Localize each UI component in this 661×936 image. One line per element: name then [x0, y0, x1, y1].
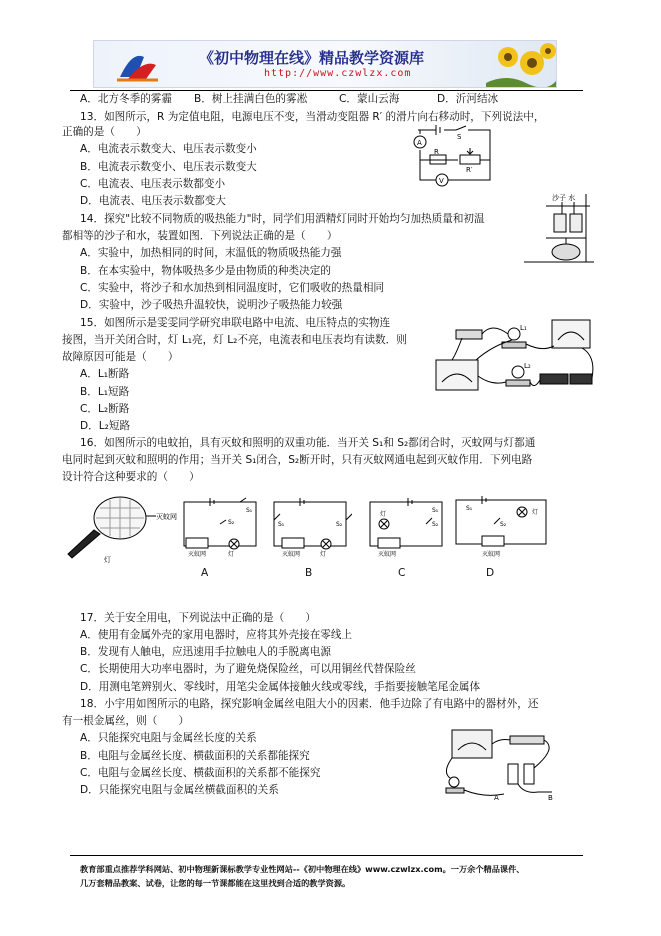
sunflower-icon: [486, 43, 556, 87]
q13-option-d: D．电流表、电压表示数都变大: [80, 195, 226, 207]
q13-ammeter-label: A: [417, 139, 422, 147]
header-rule: [70, 90, 583, 91]
q15-stem-cont2: 故障原因可能是（ ）: [62, 351, 179, 363]
footer-line-1: 教育部重点推荐学科网站、初中物理新课标教学专业性网站--《初中物理在线》www.czwlzx.com。一万余个精品课件、: [80, 864, 525, 874]
q16c-s2-label: S₂: [432, 521, 439, 528]
q13-switch-label: S: [457, 133, 462, 141]
footer-line-2: 几万套精品教案、试卷，让您的每一节课都能在这里找到合适的教学资源。: [80, 878, 351, 888]
q15-l2-label: L₂: [524, 362, 531, 370]
q13-option-a: A．电流表示数变大、电压表示数变小: [80, 143, 257, 155]
q16c-net-label: 灭蚊网: [378, 551, 397, 558]
q16a-s1-label: S₁: [246, 507, 253, 514]
q17-option-c: C．长期使用大功率电器时，为了避免烧保险丝，可以用铜丝代替保险丝: [80, 663, 416, 675]
q16b-net-label: 灭蚊网: [282, 551, 301, 558]
q17-option-d: D．用测电笔辨别火、零线时，用笔尖金属体接触火线或零线，手指要接触笔尾金属体: [80, 681, 481, 693]
q16a-net-label: 灭蚊网: [188, 551, 207, 558]
q12-option-b: B．树上挂满白色的雾凇: [194, 93, 308, 105]
q17-option-a: A．使用有金属外壳的家用电器时，应将其外壳接在零线上: [80, 629, 353, 641]
q17-option-b: B．发现有人触电，应迅速用手拉触电人的手脱离电源: [80, 646, 331, 658]
q16-circuit-a-letter: A: [201, 567, 209, 579]
q13-voltmeter-label: V: [439, 177, 444, 185]
q16-stem-cont2: 设计符合这种要求的（ ）: [62, 471, 200, 483]
q16-circuit-c: [366, 496, 448, 558]
q15-option-b: B．L₁短路: [80, 386, 130, 398]
q18-option-c: C．电阻与金属丝长度、横截面积的关系都不能探究: [80, 767, 321, 779]
q16-stem-cont: 电同时起到灭蚊和照明的作用；当开关 S₁闭合，S₂断开时，只有灭蚊网通电起到灭蚊作用．下列电路: [62, 454, 533, 466]
q14-fig-label: 沙子 水: [552, 194, 576, 202]
q16d-net-label: 灭蚊网: [482, 551, 501, 558]
q12-option-d: D．沂河结冰: [437, 93, 499, 105]
q14-option-b: B．在本实验中，物体吸热多少是由物质的种类决定的: [80, 265, 331, 277]
q16d-s1-label: S₁: [466, 505, 473, 512]
footer-rule: [70, 855, 583, 856]
q14-option-d: D．实验中，沙子吸热升温较快，说明沙子吸热能力较强: [80, 299, 343, 311]
q18-b-label: B: [548, 794, 553, 802]
q14-stem: 14．探究"比较不同物质的吸热能力"时，同学们用酒精灯同时开始均匀加热质量和初温: [80, 213, 485, 225]
banner-title: 《初中物理在线》精品教学资源库: [199, 49, 425, 67]
q16-circuit-a: [180, 496, 262, 558]
q16-circuit-b-letter: B: [305, 567, 313, 579]
header-banner: [93, 40, 557, 88]
q16d-lamp-label: 灯: [532, 509, 539, 516]
q12-option-c: C．蒙山云海: [339, 93, 400, 105]
q18-option-a: A．只能探究电阻与金属丝长度的关系: [80, 732, 257, 744]
banner-url[interactable]: http://www.czwlzx.com: [264, 68, 412, 79]
q13-stem: 13．如图所示，R 为定值电阻，电源电压不变，当滑动变阻器 R′ 的滑片向右移动时，下列说法中，: [80, 111, 545, 123]
q15-option-a: A．L₁断路: [80, 368, 130, 380]
q16-circuit-d-letter: D: [486, 567, 495, 579]
q13-r-label: R: [434, 148, 439, 156]
q13-option-c: C．电流表、电压表示数都变小: [80, 178, 226, 190]
q13-option-b: B．电流表示数变小、电压表示数变大: [80, 161, 257, 173]
q15-stem-cont: 接图，当开关闭合时，灯 L₁亮，灯 L₂不亮，电流表和电压表均有读数．则: [62, 334, 407, 346]
q15-circuit-photo: [432, 316, 598, 400]
q16a-lamp-label: 灯: [228, 551, 235, 558]
q12-option-a: A．北方冬季的雾霾: [80, 93, 172, 105]
q18-stem-cont: 有一根金属丝，则（ ）: [62, 715, 190, 727]
q13-rp-label: R′: [466, 166, 473, 174]
q14-option-a: A．实验中，加热相同的时间，末温低的物质吸热能力强: [80, 247, 342, 259]
q18-a-label: A: [494, 794, 499, 802]
q13-circuit-diagram: [400, 124, 502, 188]
q16c-lamp-label: 灯: [380, 511, 387, 518]
q16-circuit-c-letter: C: [398, 567, 406, 579]
q15-option-c: C．L₂断路: [80, 403, 130, 415]
logo-icon: [114, 47, 160, 83]
q18-option-d: D．只能探究电阻与金属丝横截面积的关系: [80, 784, 279, 796]
q13-stem-cont: 正确的是（ ）: [62, 126, 147, 138]
q16b-s1-label: S₁: [278, 521, 285, 528]
q14-option-c: C．实验中，将沙子和水加热到相同温度时，它们吸收的热量相同: [80, 282, 385, 294]
q16b-lamp-label: 灯: [320, 551, 327, 558]
q15-option-d: D．L₂短路: [80, 420, 131, 432]
q15-l1-label: L₁: [520, 324, 527, 332]
q16-lamp-pointer-label: 灯: [104, 556, 111, 564]
q17-stem: 17．关于安全用电，下列说法中正确的是（ ）: [80, 612, 316, 624]
q16b-s2-label: S₂: [336, 521, 343, 528]
q16-circuit-d: [452, 494, 552, 558]
q14-heating-apparatus: [516, 190, 600, 268]
q16-circuit-b: [270, 496, 352, 558]
q16-net-pointer-label: 灭蚊网: [156, 513, 177, 521]
q16a-s2-label: S₂: [228, 519, 235, 526]
q18-stem: 18．小宇用如图所示的电路，探究影响金属丝电阻大小的因素．他手边除了有电路中的器材外，还: [80, 698, 539, 710]
q14-stem-cont: 都相等的沙子和水，装置如图．下列说法正确的是（ ）: [62, 230, 338, 242]
q15-stem: 15．如图所示是雯雯同学研究串联电路中电流、电压特点的实物连: [80, 317, 391, 329]
q18-option-b: B．电阻与金属丝长度、横截面积的关系都能探究: [80, 750, 310, 762]
q16-mosquito-swatter-image: [64, 494, 180, 566]
q16-stem: 16．如图所示的电蚊拍，具有灭蚊和照明的双重功能．当开关 S₁和 S₂都闭合时，灭蚊网与灯都通: [80, 437, 536, 449]
q16c-s1-label: S₁: [432, 507, 439, 514]
q16d-s2-label: S₂: [500, 521, 507, 528]
q18-circuit-photo: [434, 728, 572, 804]
